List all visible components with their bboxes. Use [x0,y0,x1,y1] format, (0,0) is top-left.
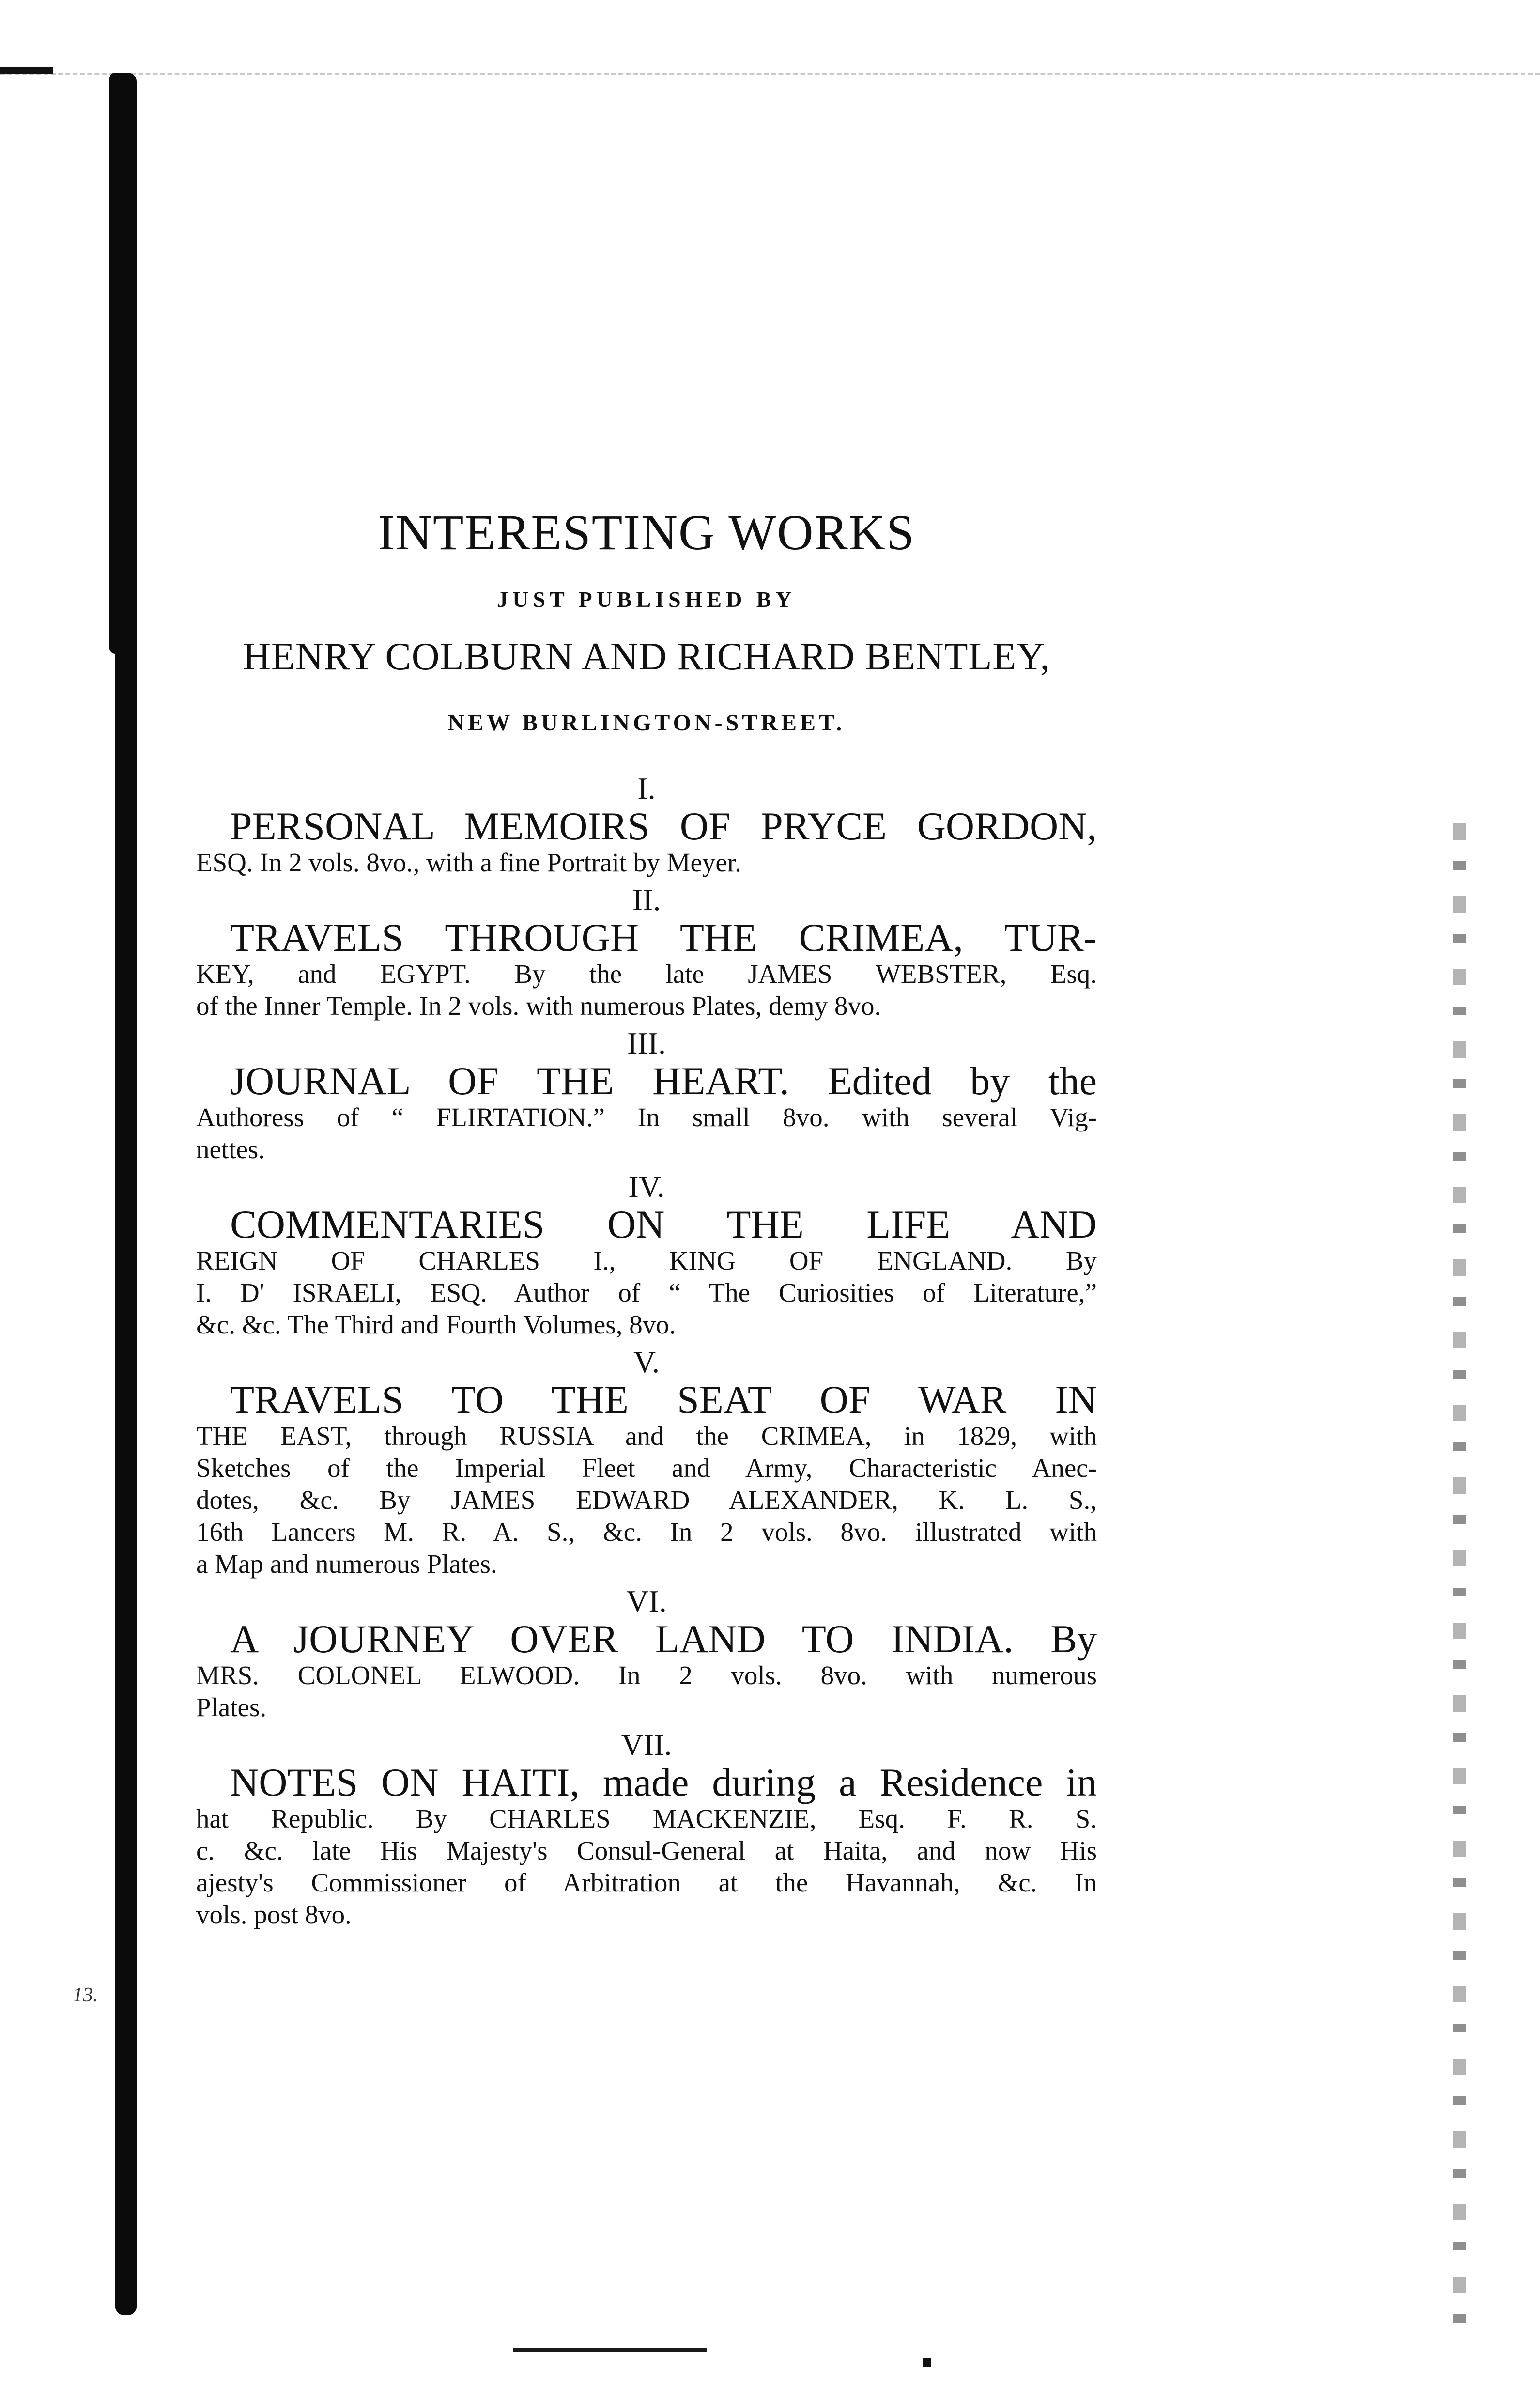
margin-note: 13. [73,1984,98,2006]
entry-line: 16th Lancers M. R. A. S., &c. In 2 vols. 8vo. illustrated with [196,1517,1097,1547]
entry-line: Sketches of the Imperial Fleet and Army, Characteristic Anec- [196,1453,1097,1483]
top-left-mark [0,67,53,74]
page-top-edge [0,73,1540,75]
entry-description [196,1245,1097,1341]
work-entry [196,1169,1097,1341]
entry-line: THE EAST, through RUSSIA and the CRIMEA, in 1829, with [196,1421,1097,1451]
entry-line: KEY, and EGYPT. By the late JAMES WEBSTER, Esq. [196,959,1097,989]
work-entry [196,1026,1097,1165]
work-entry [196,1584,1097,1723]
entry-heading: A JOURNEY OVER LAND TO INDIA. By [230,1617,1097,1661]
entry-numeral: II. [632,883,661,917]
entry-line: a Map and numerous Plates. [196,1549,497,1579]
entry-line: Authoress of “ FLIRTATION.” In small 8vo. with several Vig- [196,1102,1097,1132]
entry-description [196,1659,1097,1723]
entry-numeral: V. [633,1345,660,1379]
entry-numeral: I. [637,771,656,806]
page-subtitle: JUST PUBLISHED BY [497,587,796,612]
page-title: INTERESTING WORKS [378,505,915,560]
works-list [196,771,1097,1931]
bottom-mark [923,2358,931,2367]
entry-line: ajesty's Commissioner of Arbitration at the Havannah, &c. In [196,1868,1097,1897]
entry-line: MRS. COLONEL ELWOOD. In 2 vols. 8vo. with numerous [196,1660,1097,1690]
entry-line: dotes, &c. By JAMES EDWARD ALEXANDER, K. L. S., [196,1485,1097,1515]
entry-description [196,847,1097,879]
entry-numeral: IV. [628,1169,665,1204]
entry-heading: NOTES ON HAITI, made during a Residence in [230,1760,1097,1804]
entry-heading: TRAVELS TO THE SEAT OF WAR IN [230,1378,1097,1422]
binding-shadow [115,73,137,2315]
entry-line: nettes. [196,1134,265,1164]
entry-line: ESQ. In 2 vols. 8vo., with a fine Portrait by Meyer. [196,848,741,877]
entry-numeral: VII. [621,1727,672,1762]
entry-line: of the Inner Temple. In 2 vols. with numerous Plates, demy 8vo. [196,991,881,1021]
advertisement-text [196,499,1097,1935]
entry-description [196,1803,1097,1931]
entry-line: hat Republic. By CHARLES MACKENZIE, Esq. F. R. S. [196,1804,1097,1833]
entry-heading: PERSONAL MEMOIRS OF PRYCE GORDON, [230,804,1097,848]
entry-line: Plates. [196,1692,267,1722]
entry-line: c. &c. late His Majesty's Consul-General at Haita, and now His [196,1836,1097,1865]
entry-numeral: III. [627,1026,666,1060]
entry-description [196,1420,1097,1580]
entry-heading: COMMENTARIES ON THE LIFE AND [230,1202,1097,1246]
entry-line: vols. post 8vo. [196,1900,352,1929]
work-entry [196,1727,1097,1931]
entry-line: &c. &c. The Third and Fourth Volumes, 8vo. [196,1310,676,1339]
entry-line: I. D' ISRAELI, ESQ. Author of “ The Curiosities of Literature,” [196,1278,1097,1307]
work-entry [196,771,1097,879]
entry-description [196,1101,1097,1165]
work-entry [196,883,1097,1022]
entry-heading: JOURNAL OF THE HEART. Edited by the [230,1059,1097,1103]
publisher-name: HENRY COLBURN AND RICHARD BENTLEY, [243,635,1050,678]
entry-description [196,958,1097,1022]
bottom-rule [513,2348,707,2352]
publisher-address: NEW BURLINGTON-STREET. [447,710,846,736]
entry-heading: TRAVELS THROUGH THE CRIMEA, TUR- [230,915,1097,960]
entry-line: REIGN OF CHARLES I., KING OF ENGLAND. By [196,1246,1097,1275]
entry-numeral: VI. [626,1584,667,1618]
right-edge-bleed [1453,823,1466,2325]
work-entry [196,1345,1097,1580]
